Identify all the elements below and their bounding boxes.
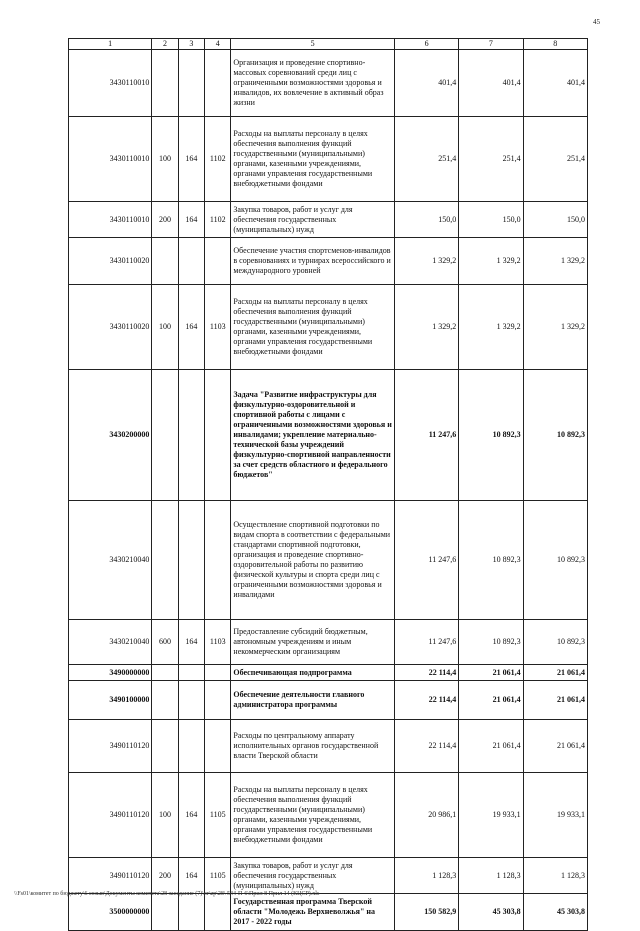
value-2017-cell: 1 329,2 <box>394 285 458 370</box>
col4-cell: 1102 <box>205 117 231 202</box>
value-2017-cell: 1 329,2 <box>394 238 458 285</box>
code-cell: 3430110010 <box>69 117 152 202</box>
col4-cell <box>205 501 231 620</box>
value-2018-cell: 251,4 <box>459 117 523 202</box>
description-cell: Обеспечение участия спортсменов-инвалидов в соревнованиях и турнирах всероссийского и международного уровней <box>231 238 395 285</box>
file-path-footer: \\Fs01\комитет по бюджету\6 созыв\Документы комитета\28 заседание (7)\pr\zp\28\ 544-П-6\Прил 8 Прил 14 (КЦСР).xls <box>14 891 320 897</box>
value-2018-cell: 150,0 <box>459 202 523 238</box>
code-cell: 3430110010 <box>69 202 152 238</box>
description-cell: Обеспечение деятельности главного администратора программы <box>231 681 395 720</box>
code-cell: 3430210040 <box>69 620 152 665</box>
code-cell: 3500000000 <box>69 894 152 931</box>
value-2019-cell: 150,0 <box>523 202 587 238</box>
table-row <box>69 720 588 773</box>
col4-cell <box>205 50 231 117</box>
table-row <box>69 620 588 665</box>
value-2017-cell: 251,4 <box>394 117 458 202</box>
col4-cell <box>205 370 231 501</box>
value-2019-cell: 10 892,3 <box>523 620 587 665</box>
code-cell: 3490110120 <box>69 858 152 894</box>
col4-cell <box>205 681 231 720</box>
table-row <box>69 665 588 681</box>
col3-cell <box>178 665 204 681</box>
value-2018-cell: 10 892,3 <box>459 620 523 665</box>
value-2018-cell: 1 329,2 <box>459 238 523 285</box>
value-2017-cell: 150,0 <box>394 202 458 238</box>
col4-cell <box>205 665 231 681</box>
value-2017-cell: 11 247,6 <box>394 501 458 620</box>
table-row <box>69 858 588 894</box>
value-2019-cell: 251,4 <box>523 117 587 202</box>
table-row <box>69 681 588 720</box>
code-cell: 3430210040 <box>69 501 152 620</box>
code-cell: 3490100000 <box>69 681 152 720</box>
budget-table <box>68 38 588 931</box>
description-cell: Расходы на выплаты персоналу в целях обеспечения выполнения функций государственными (муниципальными) органами, казенными учреждениями, органами управления государственными внебюджетными фондами <box>231 773 395 858</box>
col3-cell: 164 <box>178 285 204 370</box>
value-2019-cell: 10 892,3 <box>523 501 587 620</box>
value-2019-cell: 1 329,2 <box>523 238 587 285</box>
description-cell: Организация и проведение спортивно-массовых соревнований среди лиц с ограниченными возможностями здоровья и инвалидов, их вовлечение в активный образ жизни <box>231 50 395 117</box>
column-header: 8 <box>523 39 587 50</box>
value-2017-cell: 22 114,4 <box>394 665 458 681</box>
value-2019-cell: 1 329,2 <box>523 285 587 370</box>
description-cell: Государственная программа Тверской области "Молодежь Верхневолжья" на 2017 - 2022 годы <box>231 894 395 931</box>
col3-cell: 164 <box>178 202 204 238</box>
table-row <box>69 117 588 202</box>
value-2017-cell: 11 247,6 <box>394 620 458 665</box>
column-header: 7 <box>459 39 523 50</box>
description-cell: Закупка товаров, работ и услуг для обеспечения государственных (муниципальных) нужд <box>231 858 395 894</box>
col3-cell <box>178 681 204 720</box>
value-2017-cell: 22 114,4 <box>394 681 458 720</box>
col4-cell <box>205 894 231 931</box>
code-cell: 3430110020 <box>69 238 152 285</box>
description-cell: Закупка товаров, работ и услуг для обеспечения государственных (муниципальных) нужд <box>231 202 395 238</box>
value-2017-cell: 20 986,1 <box>394 773 458 858</box>
column-header: 1 <box>69 39 152 50</box>
value-2017-cell: 22 114,4 <box>394 720 458 773</box>
col4-cell: 1103 <box>205 620 231 665</box>
col3-cell <box>178 501 204 620</box>
code-cell: 3490110120 <box>69 720 152 773</box>
value-2019-cell: 10 892,3 <box>523 370 587 501</box>
col2-cell <box>152 681 178 720</box>
value-2018-cell: 21 061,4 <box>459 665 523 681</box>
col3-cell: 164 <box>178 620 204 665</box>
value-2019-cell: 1 128,3 <box>523 858 587 894</box>
description-cell: Расходы по центральному аппарату исполнительных органов государственной власти Тверской области <box>231 720 395 773</box>
col2-cell <box>152 665 178 681</box>
value-2019-cell: 45 303,8 <box>523 894 587 931</box>
value-2019-cell: 21 061,4 <box>523 681 587 720</box>
col3-cell: 164 <box>178 858 204 894</box>
col4-cell: 1102 <box>205 202 231 238</box>
col2-cell <box>152 720 178 773</box>
value-2017-cell: 401,4 <box>394 50 458 117</box>
col4-cell <box>205 720 231 773</box>
value-2018-cell: 21 061,4 <box>459 681 523 720</box>
column-header: 5 <box>231 39 395 50</box>
col3-cell <box>178 370 204 501</box>
col2-cell <box>152 238 178 285</box>
col2-cell <box>152 370 178 501</box>
col2-cell: 200 <box>152 858 178 894</box>
description-cell: Обеспечивающая подпрограмма <box>231 665 395 681</box>
column-header: 4 <box>205 39 231 50</box>
value-2018-cell: 401,4 <box>459 50 523 117</box>
value-2018-cell: 10 892,3 <box>459 370 523 501</box>
column-header: 2 <box>152 39 178 50</box>
col3-cell <box>178 720 204 773</box>
value-2017-cell: 150 582,9 <box>394 894 458 931</box>
column-header: 6 <box>394 39 458 50</box>
code-cell: 3430200000 <box>69 370 152 501</box>
value-2018-cell: 1 128,3 <box>459 858 523 894</box>
col2-cell <box>152 50 178 117</box>
code-cell: 3430110020 <box>69 285 152 370</box>
col4-cell: 1105 <box>205 858 231 894</box>
page-number: 45 <box>593 18 600 26</box>
table-row <box>69 370 588 501</box>
col2-cell <box>152 894 178 931</box>
col2-cell: 100 <box>152 773 178 858</box>
table-row <box>69 285 588 370</box>
col4-cell <box>205 238 231 285</box>
col2-cell: 100 <box>152 285 178 370</box>
column-header: 3 <box>178 39 204 50</box>
column-header-row <box>69 39 588 50</box>
budget-table-body <box>69 39 588 931</box>
code-cell: 3490000000 <box>69 665 152 681</box>
value-2018-cell: 45 303,8 <box>459 894 523 931</box>
value-2018-cell: 19 933,1 <box>459 773 523 858</box>
col4-cell: 1105 <box>205 773 231 858</box>
value-2019-cell: 21 061,4 <box>523 665 587 681</box>
col3-cell: 164 <box>178 117 204 202</box>
table-row <box>69 202 588 238</box>
table-row <box>69 773 588 858</box>
table-row <box>69 501 588 620</box>
col2-cell <box>152 501 178 620</box>
col3-cell: 164 <box>178 773 204 858</box>
value-2018-cell: 1 329,2 <box>459 285 523 370</box>
col2-cell: 600 <box>152 620 178 665</box>
col4-cell: 1103 <box>205 285 231 370</box>
col3-cell <box>178 238 204 285</box>
value-2019-cell: 19 933,1 <box>523 773 587 858</box>
description-cell: Задача "Развитие инфраструктуры для физкультурно-оздоровительной и спортивной работы с лицами с ограниченными возможностями здоровья и инвалидами; укрепление материально-технической базы учреждений физкультурно-спортивной направленности за счет средств областного и федерального бюджетов" <box>231 370 395 501</box>
value-2017-cell: 11 247,6 <box>394 370 458 501</box>
col3-cell <box>178 894 204 931</box>
col3-cell <box>178 50 204 117</box>
value-2018-cell: 10 892,3 <box>459 501 523 620</box>
value-2019-cell: 401,4 <box>523 50 587 117</box>
value-2018-cell: 21 061,4 <box>459 720 523 773</box>
value-2019-cell: 21 061,4 <box>523 720 587 773</box>
description-cell: Расходы на выплаты персоналу в целях обеспечения выполнения функций государственными (муниципальными) органами, казенными учреждениями, органами управления государственными внебюджетными фондами <box>231 117 395 202</box>
description-cell: Предоставление субсидий бюджетным, автономным учреждениям и иным некоммерческим организациям <box>231 620 395 665</box>
col2-cell: 100 <box>152 117 178 202</box>
description-cell: Осуществление спортивной подготовки по видам спорта в соответствии с федеральными стандартами спортивной подготовки, организация и проведение спортивно-оздоровительной работы по развитию физической культуры и спорта среди лиц с ограниченными возможностями здоровья и инвалидами <box>231 501 395 620</box>
value-2017-cell: 1 128,3 <box>394 858 458 894</box>
table-row <box>69 894 588 931</box>
code-cell: 3490110120 <box>69 773 152 858</box>
table-row <box>69 50 588 117</box>
col2-cell: 200 <box>152 202 178 238</box>
code-cell: 3430110010 <box>69 50 152 117</box>
description-cell: Расходы на выплаты персоналу в целях обеспечения выполнения функций государственными (муниципальными) органами, казенными учреждениями, органами управления государственными внебюджетными фондами <box>231 285 395 370</box>
table-row <box>69 238 588 285</box>
